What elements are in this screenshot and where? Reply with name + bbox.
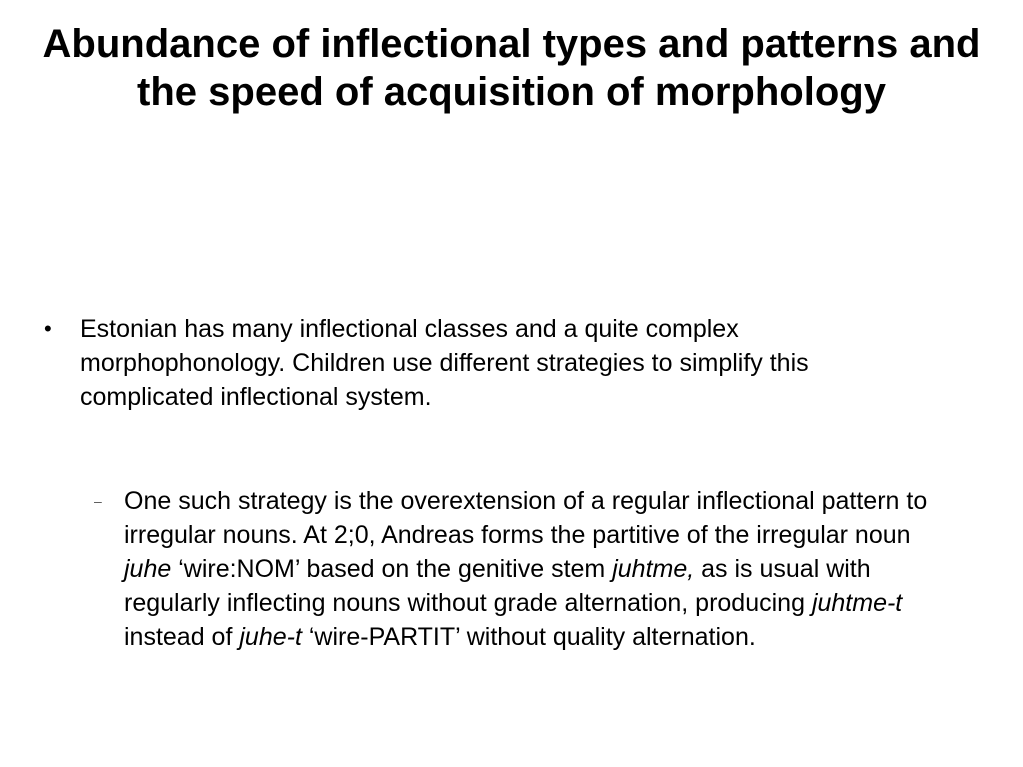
- bullet-text: Estonian has many inflectional classes and a quite complex morphophonology. Children use different strategies to simplify this complicated inflectional system.: [80, 315, 809, 411]
- example-word: juhe-t: [239, 623, 302, 651]
- text-run: One such strategy is the overextension of a regular inflectional pattern to irregular nouns. At 2;0, Andreas forms the partitive of the irregular noun: [124, 487, 928, 549]
- sub-bullet-marker: –: [94, 493, 102, 509]
- slide-title: Abundance of inflectional types and patterns and the speed of acquisition of morphology: [42, 22, 981, 114]
- example-word: juhtme,: [612, 555, 695, 583]
- bullet-marker: •: [44, 316, 52, 341]
- example-word: juhtme-t: [811, 589, 903, 617]
- text-run: ‘wire:NOM’ based on the genitive stem: [171, 555, 613, 583]
- sub-bullet-text: [124, 484, 954, 654]
- example-word: juhe: [124, 555, 172, 583]
- sub-bullet-item: [94, 484, 954, 654]
- text-run: ‘wire-PARTIT’ without quality alternation.: [301, 623, 756, 651]
- text-run: instead of: [124, 623, 240, 651]
- bullet-item: [44, 312, 944, 414]
- text-run: as is usual with regularly inflecting nouns without grade alternation, producing: [124, 555, 871, 617]
